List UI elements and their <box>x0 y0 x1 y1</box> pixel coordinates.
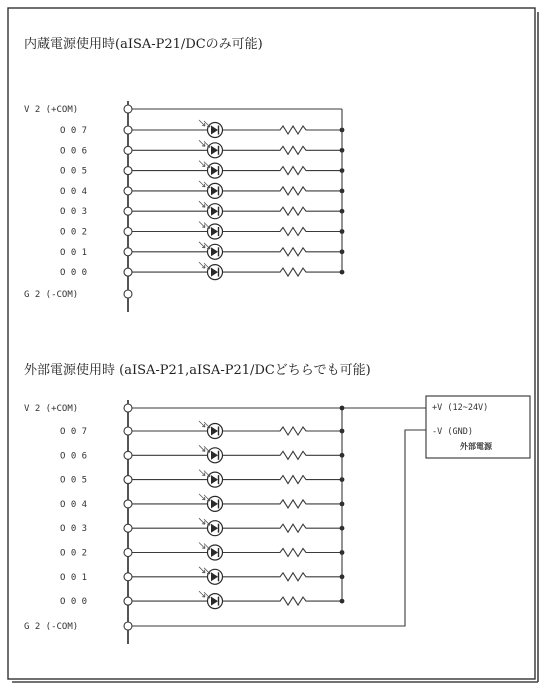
resistor-icon <box>262 228 324 236</box>
resistor-icon <box>262 207 324 215</box>
channel-terminal <box>124 573 132 581</box>
bottom-terminal-label: G 2 (-COM) <box>24 290 79 300</box>
channel-label: O 0 4 <box>60 186 88 197</box>
led-icon <box>199 120 223 138</box>
channel-label: O 0 6 <box>60 146 88 157</box>
top-terminal-label: V 2 (+COM) <box>24 105 79 115</box>
led-icon <box>199 181 223 199</box>
top-terminal <box>124 404 132 412</box>
resistor-icon <box>262 573 324 581</box>
resistor-icon <box>262 476 324 484</box>
external-power-supply <box>426 396 530 458</box>
channel-label: O 0 2 <box>60 227 88 238</box>
supply-plus-label: +V (12~24V) <box>432 403 489 413</box>
led-icon <box>199 518 223 536</box>
channel-label: O 0 1 <box>60 572 88 583</box>
channel-terminal <box>124 207 132 215</box>
led-icon <box>199 201 223 219</box>
led-icon <box>199 421 223 439</box>
led-icon <box>199 242 223 259</box>
resistor-icon <box>262 187 324 195</box>
led-icon <box>199 161 223 179</box>
led-icon <box>199 222 223 240</box>
channel-label: O 0 2 <box>60 548 88 559</box>
led-icon <box>199 591 223 609</box>
channel-terminal <box>124 248 132 256</box>
channel-terminal <box>124 451 132 459</box>
resistor-icon <box>262 268 324 276</box>
supply-name-label: 外部電源 <box>460 442 492 451</box>
diagram2-title: 外部電源使用時 (aISA-P21,aISA-P21/DCどちらでも可能) <box>24 363 371 378</box>
channel-terminal <box>124 167 132 175</box>
channel-label: O 0 0 <box>60 268 88 279</box>
channel-terminal <box>124 500 132 508</box>
supply-minus-label: -V (GND) <box>432 427 473 437</box>
top-terminal-label: V 2 (+COM) <box>24 404 79 414</box>
channel-label: O 0 3 <box>60 524 88 535</box>
bottom-terminal-label: G 2 (-COM) <box>24 622 79 632</box>
resistor-icon <box>262 597 324 605</box>
bottom-terminal <box>124 622 132 630</box>
channel-label: O 0 3 <box>60 207 88 218</box>
led-icon <box>199 445 223 463</box>
led-icon <box>199 140 223 158</box>
channel-terminal <box>124 146 132 154</box>
channel-label: O 0 4 <box>60 499 88 510</box>
bottom-terminal <box>124 290 132 298</box>
led-icon <box>199 543 223 561</box>
channel-label: O 0 7 <box>60 126 88 136</box>
resistor-icon <box>262 167 324 175</box>
diagram2-circuit <box>24 400 426 644</box>
resistor-icon <box>262 427 324 435</box>
resistor-icon <box>262 524 324 532</box>
led-icon <box>199 567 223 585</box>
resistor-icon <box>262 146 324 154</box>
resistor-icon <box>262 126 324 134</box>
resistor-icon <box>262 248 324 256</box>
top-terminal <box>124 105 132 113</box>
led-icon <box>199 470 223 488</box>
channel-terminal <box>124 524 132 532</box>
resistor-icon <box>262 549 324 557</box>
led-icon <box>199 262 223 280</box>
channel-terminal <box>124 597 132 605</box>
channel-terminal <box>124 549 132 557</box>
resistor-icon <box>262 500 324 508</box>
channel-label: O 0 5 <box>60 166 88 177</box>
channel-label: O 0 5 <box>60 475 88 486</box>
channel-terminal <box>124 476 132 484</box>
diagram1-title: 内蔵電源使用時(aISA-P21/DCのみ可能) <box>24 37 263 52</box>
channel-terminal <box>124 228 132 236</box>
channel-label: O 0 1 <box>60 247 88 258</box>
channel-terminal <box>124 187 132 195</box>
channel-label: O 0 0 <box>60 597 88 608</box>
junction-dot <box>340 406 345 411</box>
channel-terminal <box>124 427 132 435</box>
channel-terminal <box>124 126 132 134</box>
diagram1-circuit <box>24 101 344 312</box>
led-icon <box>199 494 223 512</box>
resistor-icon <box>262 451 324 459</box>
channel-label: O 0 6 <box>60 451 88 462</box>
channel-label: O 0 7 <box>60 427 88 437</box>
channel-terminal <box>124 268 132 276</box>
